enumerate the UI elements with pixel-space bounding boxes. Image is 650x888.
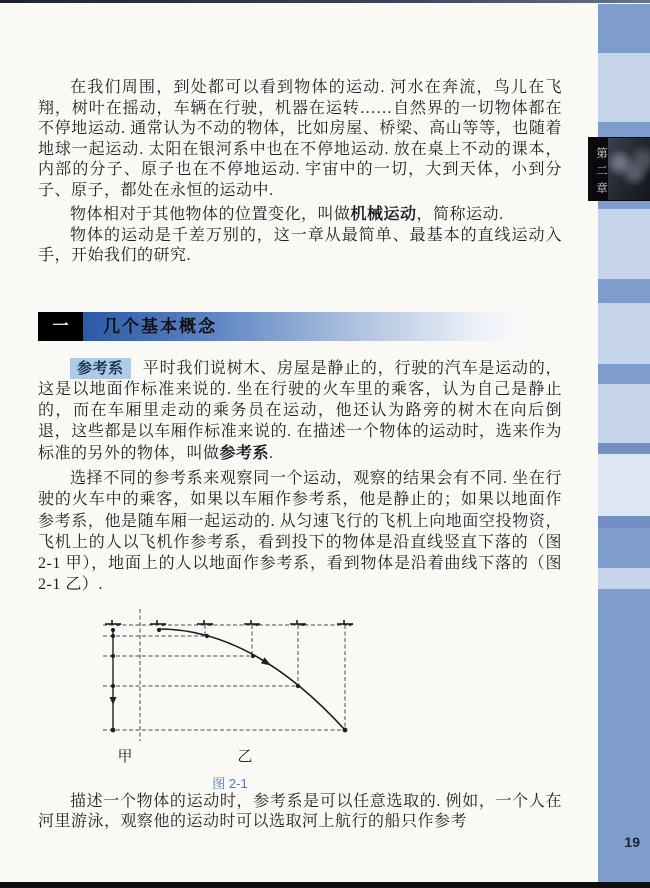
margin-stripe [598, 384, 650, 443]
term-reference-frame-bold: 参考系 [219, 444, 270, 462]
page-bottom-border [0, 882, 650, 888]
figure-caption: 图 2-1 [212, 775, 248, 791]
intro-paragraph-3: 物体的运动是千差万别的，这一章从最简单、最基本的直线运动入手，开始我们的研究. [38, 226, 562, 264]
outro-paragraph: 描述一个物体的运动时，参考系是可以任意选取的. 例如，一个人在河里游泳，观察他的运动时可以选取河上航行的船只作参考 [38, 792, 562, 831]
concept-p1-end: . [269, 444, 274, 462]
page-top-border [0, 0, 650, 3]
chapter-tab [588, 137, 650, 201]
margin-stripe [598, 209, 650, 279]
figure-label-yi: 乙 [237, 748, 253, 765]
margin-stripe [598, 443, 650, 454]
term-mechanical-motion: 机械运动 [350, 206, 417, 223]
intro-p2-text: 物体相对于其他物体的位置变化，叫做 [70, 206, 351, 223]
airplane-icon [150, 620, 166, 626]
straight-drop-trajectory [110, 628, 117, 733]
concept-p1-text: 平时我们说树木、房屋是静止的，行驶的汽车是运动的，这是以地面作标准来说的. 坐在行驶的火车里的乘客，认为自己是静止的，而在车厢里走动的乘务员在运动，他还认为路旁的树木在向后倒退，这些都是以车厢作标准来说的. 在描述一个物体的运动时，选来作为标准的另外的物体，叫做 [38, 359, 562, 462]
section-title: 几个基本概念 [83, 312, 524, 341]
concept-paragraph-1 [38, 358, 562, 464]
figure-label-jia: 甲 [117, 748, 133, 765]
margin-stripe-column [598, 4, 650, 882]
airplane-icon [244, 620, 260, 626]
term-highlight-reference-frame: 参考系 [70, 358, 131, 379]
section-header [38, 312, 524, 341]
figure-2-1 [95, 601, 365, 771]
margin-stripe [598, 53, 650, 122]
figure-2-1-diagram [95, 601, 365, 766]
section-number-box: 一 [38, 312, 83, 341]
page-number: 19 [624, 834, 640, 850]
dashed-grid [103, 609, 351, 741]
concept-paragraph-2: 选择不同的参考系来观察同一个运动，观察的结果会有不同. 坐在行驶的火车中的乘客，如果以车厢作参考系，他是静止的；如果以地面作参考系，他是随车厢一起运动的. 从匀速飞行的飞机上向地面空投物资，飞机上的人以飞机作参考系，看到投下的物体是沿直线竖直下落的（图 2-1 甲），地面上的人以地面作参考系，看到物体是沿着曲线下落的（图 2-1 乙）. [38, 469, 562, 594]
intro-p2-end: ，简称运动. [416, 206, 504, 223]
airplane-icon [197, 620, 213, 626]
intro-paragraph-2 [38, 205, 562, 226]
airplane-icon [105, 620, 121, 626]
curve-arrowhead [261, 657, 273, 668]
airplane-icon [337, 620, 353, 626]
page-content [38, 78, 562, 833]
intro-paragraph-1: 在我们周围，到处都可以看到物体的运动. 河水在奔流，鸟儿在飞翔，树叶在摇动，车辆在行驶，机器在运转……自然界的一切物体都在不停地运动. 通常认为不动的物体，比如房屋、桥梁、高山等等，也随着地球一起运动. 太阳在银河系中也在不停地运动. 放在桌上不动的课本，内部的分子、原子也在不停地运动. 宇宙中的一切，大到天体，小到分子、原子，都处在永恒的运动中. [38, 79, 562, 199]
margin-stripe [598, 516, 650, 528]
down-arrowhead [110, 697, 117, 705]
margin-stripe [598, 454, 650, 516]
chapter-tab-label: 第二章 [595, 146, 607, 200]
airplane-icon [290, 620, 306, 626]
curved-drop-trajectory [157, 628, 348, 733]
margin-stripe [598, 303, 650, 364]
margin-stripe [598, 568, 650, 589]
chapter-photo-runners [608, 138, 650, 200]
